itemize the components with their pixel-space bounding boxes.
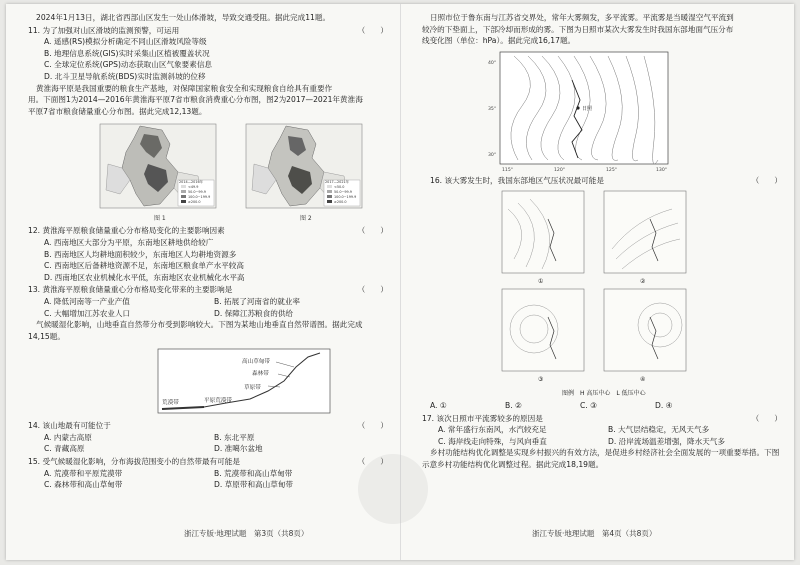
panel-legend: 图例 H 高压中心 L 低压中心 bbox=[562, 390, 646, 398]
fig2-legend-1: <50.0 bbox=[334, 185, 345, 190]
isobar-map-svg bbox=[422, 50, 782, 172]
q14-option-b[interactable]: B. 东北平原 bbox=[214, 432, 255, 442]
question-12 bbox=[28, 225, 388, 283]
map-axis-y-2: 35° bbox=[488, 106, 497, 112]
map-axis-x-2: 120° bbox=[554, 167, 566, 172]
fig1-legend-4: ≥200.0 bbox=[188, 200, 201, 205]
fig1-legend-3: 100.0~199.9 bbox=[188, 195, 211, 200]
panel-1-label: ① bbox=[538, 278, 544, 286]
panel-3-label: ③ bbox=[538, 376, 544, 384]
question-17 bbox=[422, 413, 782, 448]
q15-option-a[interactable]: A. 荒漠带和平原荒漠带 bbox=[44, 468, 123, 478]
fig1-legend-1: <49.9 bbox=[188, 185, 199, 190]
q16-answer-box[interactable]: （ ） bbox=[751, 175, 782, 185]
material-16-17-line2: 较冷的下垫面上，下部冷却而形成的雾。下图为日照市某次大雾发生时我国东部地面气压分布 bbox=[422, 24, 734, 34]
rizhao-label: 日照 bbox=[582, 105, 593, 112]
question-11 bbox=[28, 25, 388, 83]
q13-option-b[interactable]: B. 拓展了河南省的就业率 bbox=[214, 296, 300, 306]
panel-2 bbox=[604, 191, 686, 285]
fig2-legend-title: 2017—2021年 bbox=[325, 180, 350, 185]
map-axis-x-4: 130° bbox=[656, 167, 668, 172]
map-figures-svg bbox=[28, 120, 388, 222]
zonation-svg bbox=[28, 345, 388, 417]
q14-option-a[interactable]: A. 内蒙古高原 bbox=[44, 432, 92, 442]
q11-option-b[interactable]: B. 地理信息系统(GIS)实时采集山区植被覆盖状况 bbox=[44, 48, 210, 58]
q12-option-c[interactable]: C. 西南地区后备耕地资源不足，东南地区粮食单产水平较高 bbox=[44, 261, 244, 271]
q12-option-a[interactable]: A. 西南地区大部分为平原，东南地区耕地供给较广 bbox=[44, 237, 214, 247]
question-13 bbox=[28, 284, 388, 319]
footer-page-4: 浙江专版·地理试题 第4页（共8页） bbox=[532, 529, 657, 538]
material-14-15-line2: 14,15题。 bbox=[28, 331, 65, 341]
material-14-15-line1: 气候暖湿化影响，山地垂直自然带分布受到影响较大。下图为某地山地垂直自然带谱图。据此完成 bbox=[36, 320, 363, 330]
figure-1-map bbox=[100, 124, 216, 222]
q11-option-c[interactable]: C. 全球定位系统(GPS)动态获取山区气象要素信息 bbox=[44, 60, 213, 70]
footer-page-3: 浙江专版·地理试题 第3页（共8页） bbox=[184, 529, 309, 538]
isobar-map bbox=[422, 50, 782, 172]
q11-answer-box[interactable]: （ ） bbox=[357, 25, 388, 35]
map-axis-y-3: 30° bbox=[488, 152, 497, 158]
figures-1-2 bbox=[28, 120, 388, 222]
zone-label-forest: 森林带 bbox=[252, 371, 269, 378]
q16-option-a[interactable]: A. ① bbox=[430, 400, 447, 410]
q15-stem: 15. 受气候暖湿化影响，分布海拔范围变小的自然带最有可能是 bbox=[28, 457, 240, 467]
panel-2-label: ② bbox=[640, 278, 646, 286]
material-18-19-line2: 示意乡村功能结构优化调整过程。据此完成18,19题。 bbox=[422, 459, 604, 469]
panel-3 bbox=[502, 289, 584, 383]
q17-option-a[interactable]: A. 常年盛行东南风，水汽较充足 bbox=[438, 425, 547, 435]
material-12-13-line3: 平原7省市粮食储量重心分布图。据此完成12,13题。 bbox=[28, 106, 207, 116]
panel-4-label: ④ bbox=[640, 376, 646, 384]
exam-page bbox=[6, 4, 794, 560]
q16-option-b[interactable]: B. ② bbox=[505, 400, 522, 410]
pressure-panels-svg bbox=[422, 189, 782, 385]
q16-option-d[interactable]: D. ④ bbox=[655, 400, 673, 410]
figure-1-caption: 图 1 bbox=[154, 215, 166, 223]
q15-option-d[interactable]: D. 草原带和高山草甸带 bbox=[214, 480, 294, 490]
map-axis-x-3: 125° bbox=[606, 167, 618, 172]
q17-option-c[interactable]: C. 海岸线走向特殊，与风向垂直 bbox=[438, 436, 547, 446]
q12-option-b[interactable]: B. 西南地区人均耕地面积较少，东南地区人均耕地资源多 bbox=[44, 249, 237, 259]
figure-vertical-zonation bbox=[28, 345, 388, 417]
fig1-legend-title: 2014—2016年 bbox=[179, 180, 204, 185]
q13-option-c[interactable]: C. 大幅增加江苏农业人口 bbox=[44, 308, 131, 318]
q15-option-b[interactable]: B. 荒漠带和高山草甸带 bbox=[214, 468, 293, 478]
pressure-panels bbox=[422, 189, 782, 385]
q16-option-c[interactable]: C. ③ bbox=[580, 400, 597, 410]
q11-stem: 11. 为了加强对山区滑坡的监测预警，可运用 bbox=[28, 25, 180, 35]
material-12-13-line2: 用。下面图1为2014—2016年黄淮海平原7省市粮食消费重心分布图，图2为2017—2021年黄淮海 bbox=[28, 95, 363, 105]
fig1-legend-2: 50.0~99.9 bbox=[188, 190, 206, 195]
right-column bbox=[422, 12, 782, 471]
q13-stem: 13. 黄淮海平原粮食储量重心分布格局变化带来的主要影响是 bbox=[28, 285, 233, 295]
q13-option-d[interactable]: D. 保障江苏粮食的供给 bbox=[214, 308, 294, 318]
map-axis-y-1: 40° bbox=[488, 60, 497, 66]
left-column bbox=[28, 12, 388, 491]
q16-options bbox=[422, 400, 782, 412]
q17-option-b[interactable]: B. 大气层结稳定，无风天气多 bbox=[608, 425, 710, 435]
material-12-13-line1: 黄淮海平原是我国重要的粮食生产基地，对保障国家粮食安全和实现粮食自给具有重要作 bbox=[36, 83, 333, 93]
material-18-19-line1: 乡村功能结构优化调整是实现乡村振兴的有效方法，是促进乡村经济社会全面发展的一项重要举措。下图 bbox=[430, 448, 780, 458]
zone-label-steppe: 草原带 bbox=[244, 385, 261, 392]
zone-label-plain-desert: 平原荒漠带 bbox=[204, 398, 232, 405]
figure-2-map bbox=[246, 124, 362, 222]
q12-option-d[interactable]: D. 西南地区农业机械化水平低，东南地区农业机械化水平高 bbox=[44, 272, 245, 282]
question-14 bbox=[28, 420, 388, 455]
q14-option-c[interactable]: C. 青藏高原 bbox=[44, 444, 85, 454]
q12-stem: 12. 黄淮海平原粮食储量重心分布格局变化的主要影响因素 bbox=[28, 226, 225, 236]
q11-option-d[interactable]: D. 北斗卫星导航系统(BDS)实时监测斜坡的位移 bbox=[44, 71, 206, 81]
q15-option-c[interactable]: C. 森林带和高山草甸带 bbox=[44, 480, 123, 490]
panel-4 bbox=[604, 289, 686, 383]
q17-answer-box[interactable]: （ ） bbox=[751, 413, 782, 423]
q13-answer-box[interactable]: （ ） bbox=[357, 285, 388, 295]
zone-label-alpine-meadow: 高山草甸带 bbox=[242, 359, 270, 366]
map-axis-x-1: 115° bbox=[502, 167, 514, 172]
q14-stem: 14. 该山地最有可能位于 bbox=[28, 421, 111, 431]
question-15 bbox=[28, 456, 388, 491]
fig2-legend-3: 100.0~199.9 bbox=[334, 195, 357, 200]
fig2-legend-4: ≥200.0 bbox=[334, 200, 347, 205]
material-16-17-line1: 日照市位于鲁东南与江苏省交界处，常年大雾频发，多平流雾。平流雾是当暖湿空气平流到 bbox=[430, 13, 734, 22]
material-16-17-line3: 线变化图（单位：hPa）。据此完成16,17题。 bbox=[422, 36, 576, 46]
question-16 bbox=[422, 175, 782, 187]
q17-option-d[interactable]: D. 沿岸流场温差增强，降水天气多 bbox=[608, 436, 725, 446]
q13-option-a[interactable]: A. 降低河南等一产业产值 bbox=[44, 296, 130, 306]
panel-1 bbox=[502, 191, 584, 285]
zone-label-desert: 荒漠带 bbox=[162, 400, 179, 407]
intro-text: 2024年1月13日，湖北省西部山区发生一处山体滑坡，导致交通受阻。据此完成11题。 bbox=[36, 13, 331, 22]
q11-option-a[interactable]: A. 遥感(RS)模拟分析确定不同山区滑坡风险等级 bbox=[44, 37, 207, 47]
fig2-legend-2: 50.0~99.9 bbox=[334, 190, 352, 195]
q14-option-d[interactable]: D. 准噶尔盆地 bbox=[214, 444, 263, 454]
q12-answer-box[interactable]: （ ） bbox=[357, 226, 388, 236]
q14-answer-box[interactable]: （ ） bbox=[357, 421, 388, 431]
q16-stem: 16. 该大雾发生时，我国东部地区气压状况最可能是 bbox=[430, 175, 604, 185]
figure-2-caption: 图 2 bbox=[300, 215, 312, 223]
q15-answer-box[interactable]: （ ） bbox=[357, 457, 388, 467]
q17-stem: 17. 该次日照市平流雾较多的原因是 bbox=[422, 413, 543, 423]
